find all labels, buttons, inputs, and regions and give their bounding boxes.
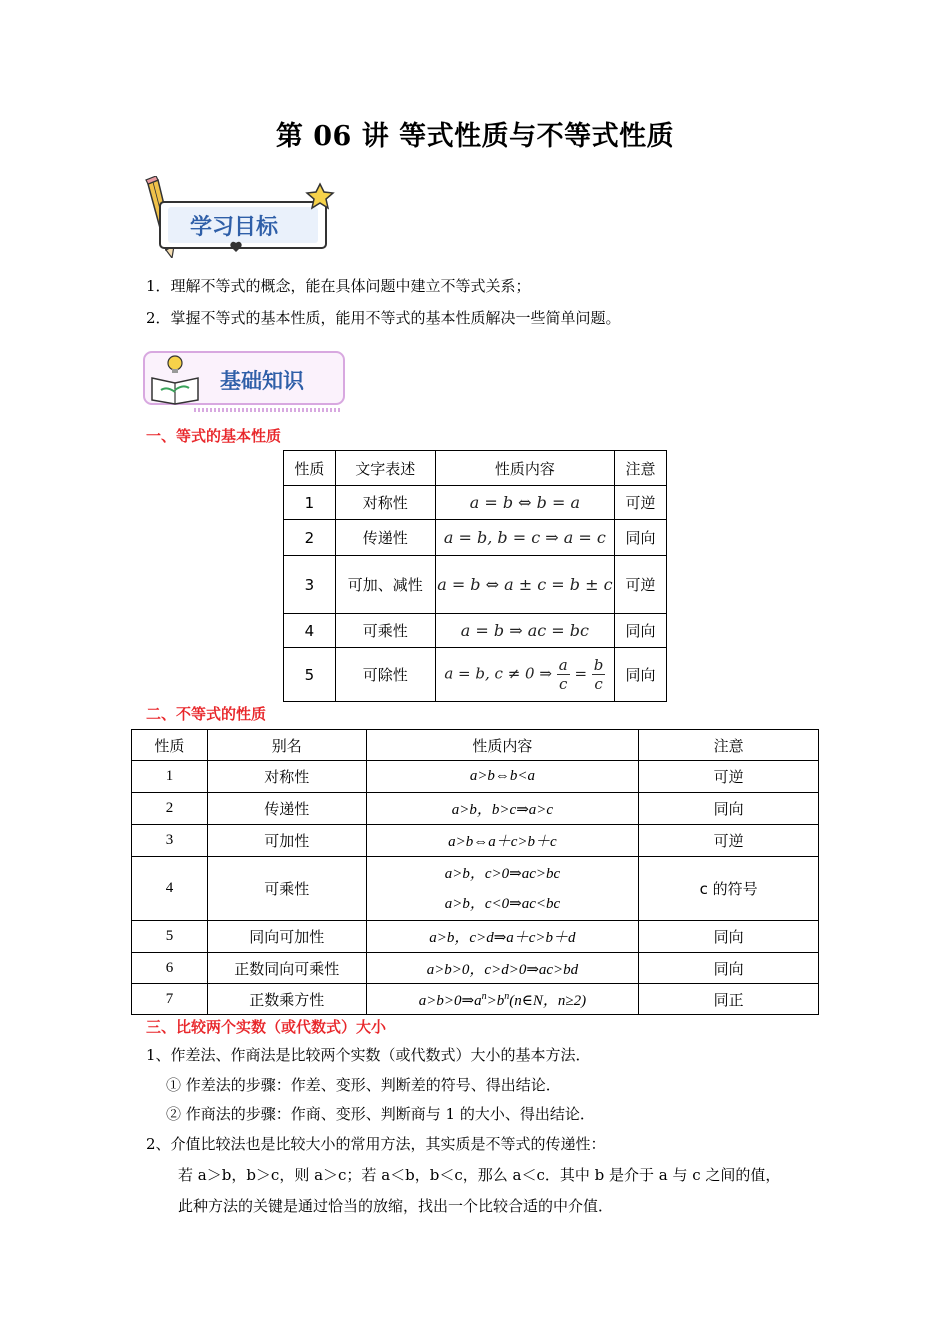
goal-item: 2．掌握不等式的基本性质，能用不等式的基本性质解决一些简单问题。 (146, 309, 621, 327)
property-content: a>b，b>c⇒a>c (366, 793, 639, 825)
property-name: 可除性 (335, 648, 435, 702)
inequality-properties-table (131, 729, 819, 1015)
property-name: 正数乘方性 (207, 984, 366, 1015)
property-content: a>b⇔b<a (366, 761, 639, 793)
property-note: 可逆 (615, 486, 667, 520)
property-name: 可乘性 (335, 614, 435, 648)
content-part: a>b>0⇒a (418, 992, 482, 1009)
property-name: 可乘性 (207, 857, 366, 921)
fraction-numerator: a (558, 656, 568, 674)
table-row (284, 520, 667, 556)
content-part: >b (486, 992, 505, 1009)
section3-line: ① 作差法的步骤：作差、变形、判断差的符号、得出结论． (166, 1076, 561, 1094)
row-number: 5 (132, 921, 208, 953)
property-content: a>b，c>d⇒a＋c>b＋d (366, 921, 639, 953)
property-name: 正数同向可乘性 (207, 953, 366, 984)
property-name: 对称性 (335, 486, 435, 520)
header-cell: 注意 (639, 730, 819, 761)
fraction-denominator: c (594, 675, 603, 693)
section3-heading: 三、比较两个实数（或代数式）大小 (146, 1018, 387, 1036)
section2-heading: 二、不等式的性质 (146, 705, 267, 723)
basic-knowledge-banner (140, 350, 350, 416)
property-content (366, 984, 639, 1015)
header-cell: 性质 (132, 730, 208, 761)
equals-sign: = (574, 664, 588, 683)
section3-line: 若 a＞b，b＞c，则 a＞c；若 a＜b，b＜c，那么 a＜c．其中 b 是介于 a 与 c 之间的值， (178, 1166, 781, 1184)
heart-icon (230, 242, 241, 252)
table-row (284, 486, 667, 520)
property-name: 传递性 (207, 793, 366, 825)
row-number: 1 (284, 486, 336, 520)
fraction-numerator: b (593, 656, 604, 674)
table-header-row (284, 451, 667, 486)
row-number: 1 (132, 761, 208, 793)
property-content: a = b ⇔ a ± c = b ± c (435, 556, 614, 614)
property-note: 同向 (639, 953, 819, 984)
property-name: 可加性 (207, 825, 366, 857)
table-row (132, 857, 819, 921)
content-part: (n∈N，n≥2) (509, 992, 587, 1009)
property-name: 对称性 (207, 761, 366, 793)
row-number: 7 (132, 984, 208, 1015)
property-note: 同向 (615, 648, 667, 702)
row-number: 2 (284, 520, 336, 556)
table-header-row (132, 730, 819, 761)
learning-goals-banner (140, 176, 340, 258)
property-content: a>b>0，c>d>0⇒ac>bd (366, 953, 639, 984)
content-line: a>b，c<0⇒ac<bc (444, 895, 561, 912)
table-row (132, 921, 819, 953)
header-cell: 文字表述 (335, 451, 435, 486)
property-note: 可逆 (615, 556, 667, 614)
table-row (284, 648, 667, 702)
content-lhs: a = b, c ≠ 0 ⇒ (444, 664, 552, 683)
section3-line: ② 作商法的步骤：作商、变形、判断商与 1 的大小、得出结论． (166, 1105, 595, 1123)
fraction-denominator: c (558, 675, 568, 693)
svg-text:基础知识: 基础知识 (220, 369, 304, 393)
fraction (592, 656, 606, 693)
property-content: a = b ⇒ ac = bc (435, 614, 614, 648)
exponent: n (504, 990, 510, 1002)
equality-properties-table (283, 450, 667, 702)
property-note: c 的符号 (639, 857, 819, 921)
table-row (284, 556, 667, 614)
row-number: 3 (284, 556, 336, 614)
content-line: a>b，c>0⇒ac>bc (444, 865, 561, 882)
row-number: 5 (284, 648, 336, 702)
property-name: 同向可加性 (207, 921, 366, 953)
table-row (284, 614, 667, 648)
header-cell: 性质 (284, 451, 336, 486)
row-number: 4 (132, 857, 208, 921)
property-content (366, 857, 639, 921)
table-row (132, 761, 819, 793)
table-row (132, 825, 819, 857)
property-note: 同正 (639, 984, 819, 1015)
header-cell: 别名 (207, 730, 366, 761)
table-row (132, 984, 819, 1015)
fraction (557, 656, 570, 693)
row-number: 6 (132, 953, 208, 984)
property-note: 同向 (615, 520, 667, 556)
property-note: 同向 (639, 793, 819, 825)
svg-text:学习目标: 学习目标 (190, 215, 279, 240)
goal-item: 1．理解不等式的概念，能在具体问题中建立不等式关系； (146, 277, 531, 295)
property-note: 同向 (615, 614, 667, 648)
property-name: 可加、减性 (335, 556, 435, 614)
property-content (435, 648, 614, 702)
header-cell: 性质内容 (435, 451, 614, 486)
property-note: 同向 (639, 921, 819, 953)
section3-line: 2、介值比较法也是比较大小的常用方法，其实质是不等式的传递性： (146, 1135, 606, 1153)
property-note: 可逆 (639, 761, 819, 793)
row-number: 2 (132, 793, 208, 825)
property-note: 可逆 (639, 825, 819, 857)
property-content: a>b⇔a＋c>b＋c (366, 825, 639, 857)
property-content: a = b ⇔ b = a (435, 486, 614, 520)
header-cell: 注意 (615, 451, 667, 486)
property-name: 传递性 (335, 520, 435, 556)
row-number: 4 (284, 614, 336, 648)
table-row (132, 953, 819, 984)
header-cell: 性质内容 (366, 730, 639, 761)
table-row (132, 793, 819, 825)
page-title: 第 06 讲 等式性质与不等式性质 (275, 121, 675, 152)
section3-line: 1、作差法、作商法是比较两个实数（或代数式）大小的基本方法． (146, 1046, 591, 1064)
section3-line: 此种方法的关键是通过恰当的放缩，找出一个比较合适的中介值． (178, 1197, 614, 1215)
row-number: 3 (132, 825, 208, 857)
property-content: a = b, b = c ⇒ a = c (435, 520, 614, 556)
section1-heading: 一、等式的基本性质 (146, 427, 282, 445)
exponent: n (481, 990, 487, 1002)
